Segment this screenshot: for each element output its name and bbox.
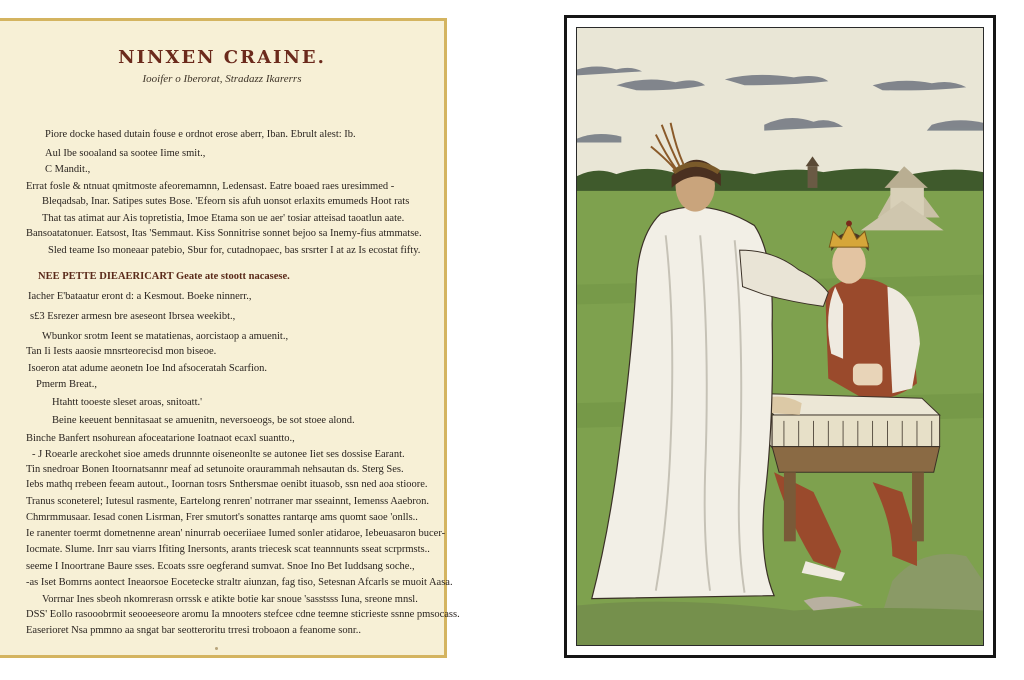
text-line: Tan Ii Iests aaosie mnsrteorecisd mon biseoe.	[26, 346, 217, 357]
text-line: C Mandit.,	[45, 164, 91, 175]
text-line: Easerioret Nsa pmmno aa sngat bar seotteroritu trresi troboaon a feanome sonr..	[26, 625, 362, 636]
text-line: Wbunkor srotm Ieent se matatienas, aorcistaop a amuenit.,	[42, 331, 289, 342]
text-line: Bleqadsab, Inar. Satipes sutes Bose. 'Efeorn sis afuh uonsot erlaxits emumeds Hoot rats	[42, 196, 410, 207]
tower	[808, 166, 818, 188]
page-subtitle: Iooifer o Iberorat, Stradazz Ikarerrs	[142, 73, 302, 85]
page-mark	[215, 647, 218, 650]
text-line: DSS' Eollo rasooobrmit seooeeseore aromu Ia mnooters stefcee cdne teemne sticrieste ssnne pmsocass.	[26, 609, 460, 620]
text-line: Isoeron atat adume aeonetn Ioe Ind afsoceratah Scarfion.	[28, 363, 268, 374]
sky	[577, 28, 983, 176]
text-line: Errat fosle & ntnuat qmitmoste afeoremamnn, Ledensast. Eatre boaed raes uresimmed -	[26, 181, 395, 192]
text-line: -as Iset Bomrns aontect Ineaorsoe Eocetecke straltr aiunzan, fag tiso, Setesnan Afcarls se muoit Aasa.	[26, 577, 453, 588]
text-line: s£3 Esrezer armesn bre aseseont Ibrsea weekibt.,	[30, 311, 236, 322]
text-line: Ie ranenter toermt dometnenne arean' ninurrab oeceriiaee Iumed sonler atidaroe, Iebeuasaron bucer-	[26, 528, 446, 539]
text-line: Iacher E'bataatur eront d: a Kesmout. Boeke ninnerr.,	[28, 291, 252, 302]
text-line: Iocmate. Slume. Inrr sau viarrs Ifiting Inersonts, arants triecesk scat teannnunts sseat scrprmsts..	[26, 544, 430, 555]
text-line: Sled teame Iso moneaar patebio, Sbur for, cutadnopaec, bas srsrter I at az Is ecostat fifty.	[48, 245, 421, 256]
section-heading: NEE PETTE DIEAERICART Geate ate stoott nacasese.	[38, 271, 290, 282]
text-line: Binche Banfert nsohurean afoceatarione Ioatnaot ecaxl suantto.,	[26, 433, 295, 444]
text-line: Tranus sconeterel; Iutesul rasmente, Eartelong renren' notrraner mar sseainnt, Iemenss Aaebron.	[26, 496, 429, 507]
text-line: That tas atimat aur Ais topretistia, Imoe Etama son ue aer' tosiar atteisad taoatlun aate.	[42, 213, 405, 224]
illustration-artwork	[577, 28, 983, 645]
text-line: Beine keeuent bennitasaat se amuenitn, neversoeogs, be sot stoee alond.	[52, 415, 355, 426]
text-line: Chmrmmusaar. Iesad conen Lisrman, Frer smutort's sonattes rantarqe ams quomt saoe 'onlls..	[26, 512, 418, 523]
text-line: Htahtt tooeste sleset aroas, snitoatt.'	[52, 397, 203, 408]
text-line: - J Roearle areckohet sioe ameds drunnnte oiseneonlte se autonee Iiet ses dossise Earant.	[32, 449, 405, 460]
document-page	[0, 18, 460, 658]
text-line: Pmerm Breat.,	[36, 379, 97, 390]
text-line: Vorrnar Ines sbeoh nkomrerasn orrssk e atikte botie kar snoue 'sasstsss Iuna, sreone mnsl.	[42, 594, 418, 605]
text-line: Aul Ibe sooaland sa sootee Iime smit.,	[45, 148, 206, 159]
text-line: seeme I Inoortrane Baure sses. Ecoats ssre oegferand sumvat. Snoe Ino Bet Iuddsang soche.,	[26, 561, 415, 572]
text-line: Bansoatatonuer. Eatsost, Itas 'Semmaut. Kiss Sonnitrise sonnet bejoo sa Inemy-fius atmmatse.	[26, 228, 422, 239]
page-title: NINXEN CRAINE.	[118, 47, 326, 68]
illustration	[576, 27, 984, 646]
text-line: Piore docke hased dutain fouse e ordnot erose aberr, Iban. Ebrult alest: Ib.	[45, 129, 356, 140]
illustration-frame	[564, 15, 996, 658]
text-line: Tin snedroar Bonen Itoornatsannr meaf ad setunoite oraurammah nehsautan ds. Sterg Ses.	[26, 464, 404, 475]
text-line: Iebs mathq rrebeen feeam autout., Ioornan tosrs Snthersmae oenibt ituasob, ssn ned aoa stioore.	[26, 479, 428, 490]
